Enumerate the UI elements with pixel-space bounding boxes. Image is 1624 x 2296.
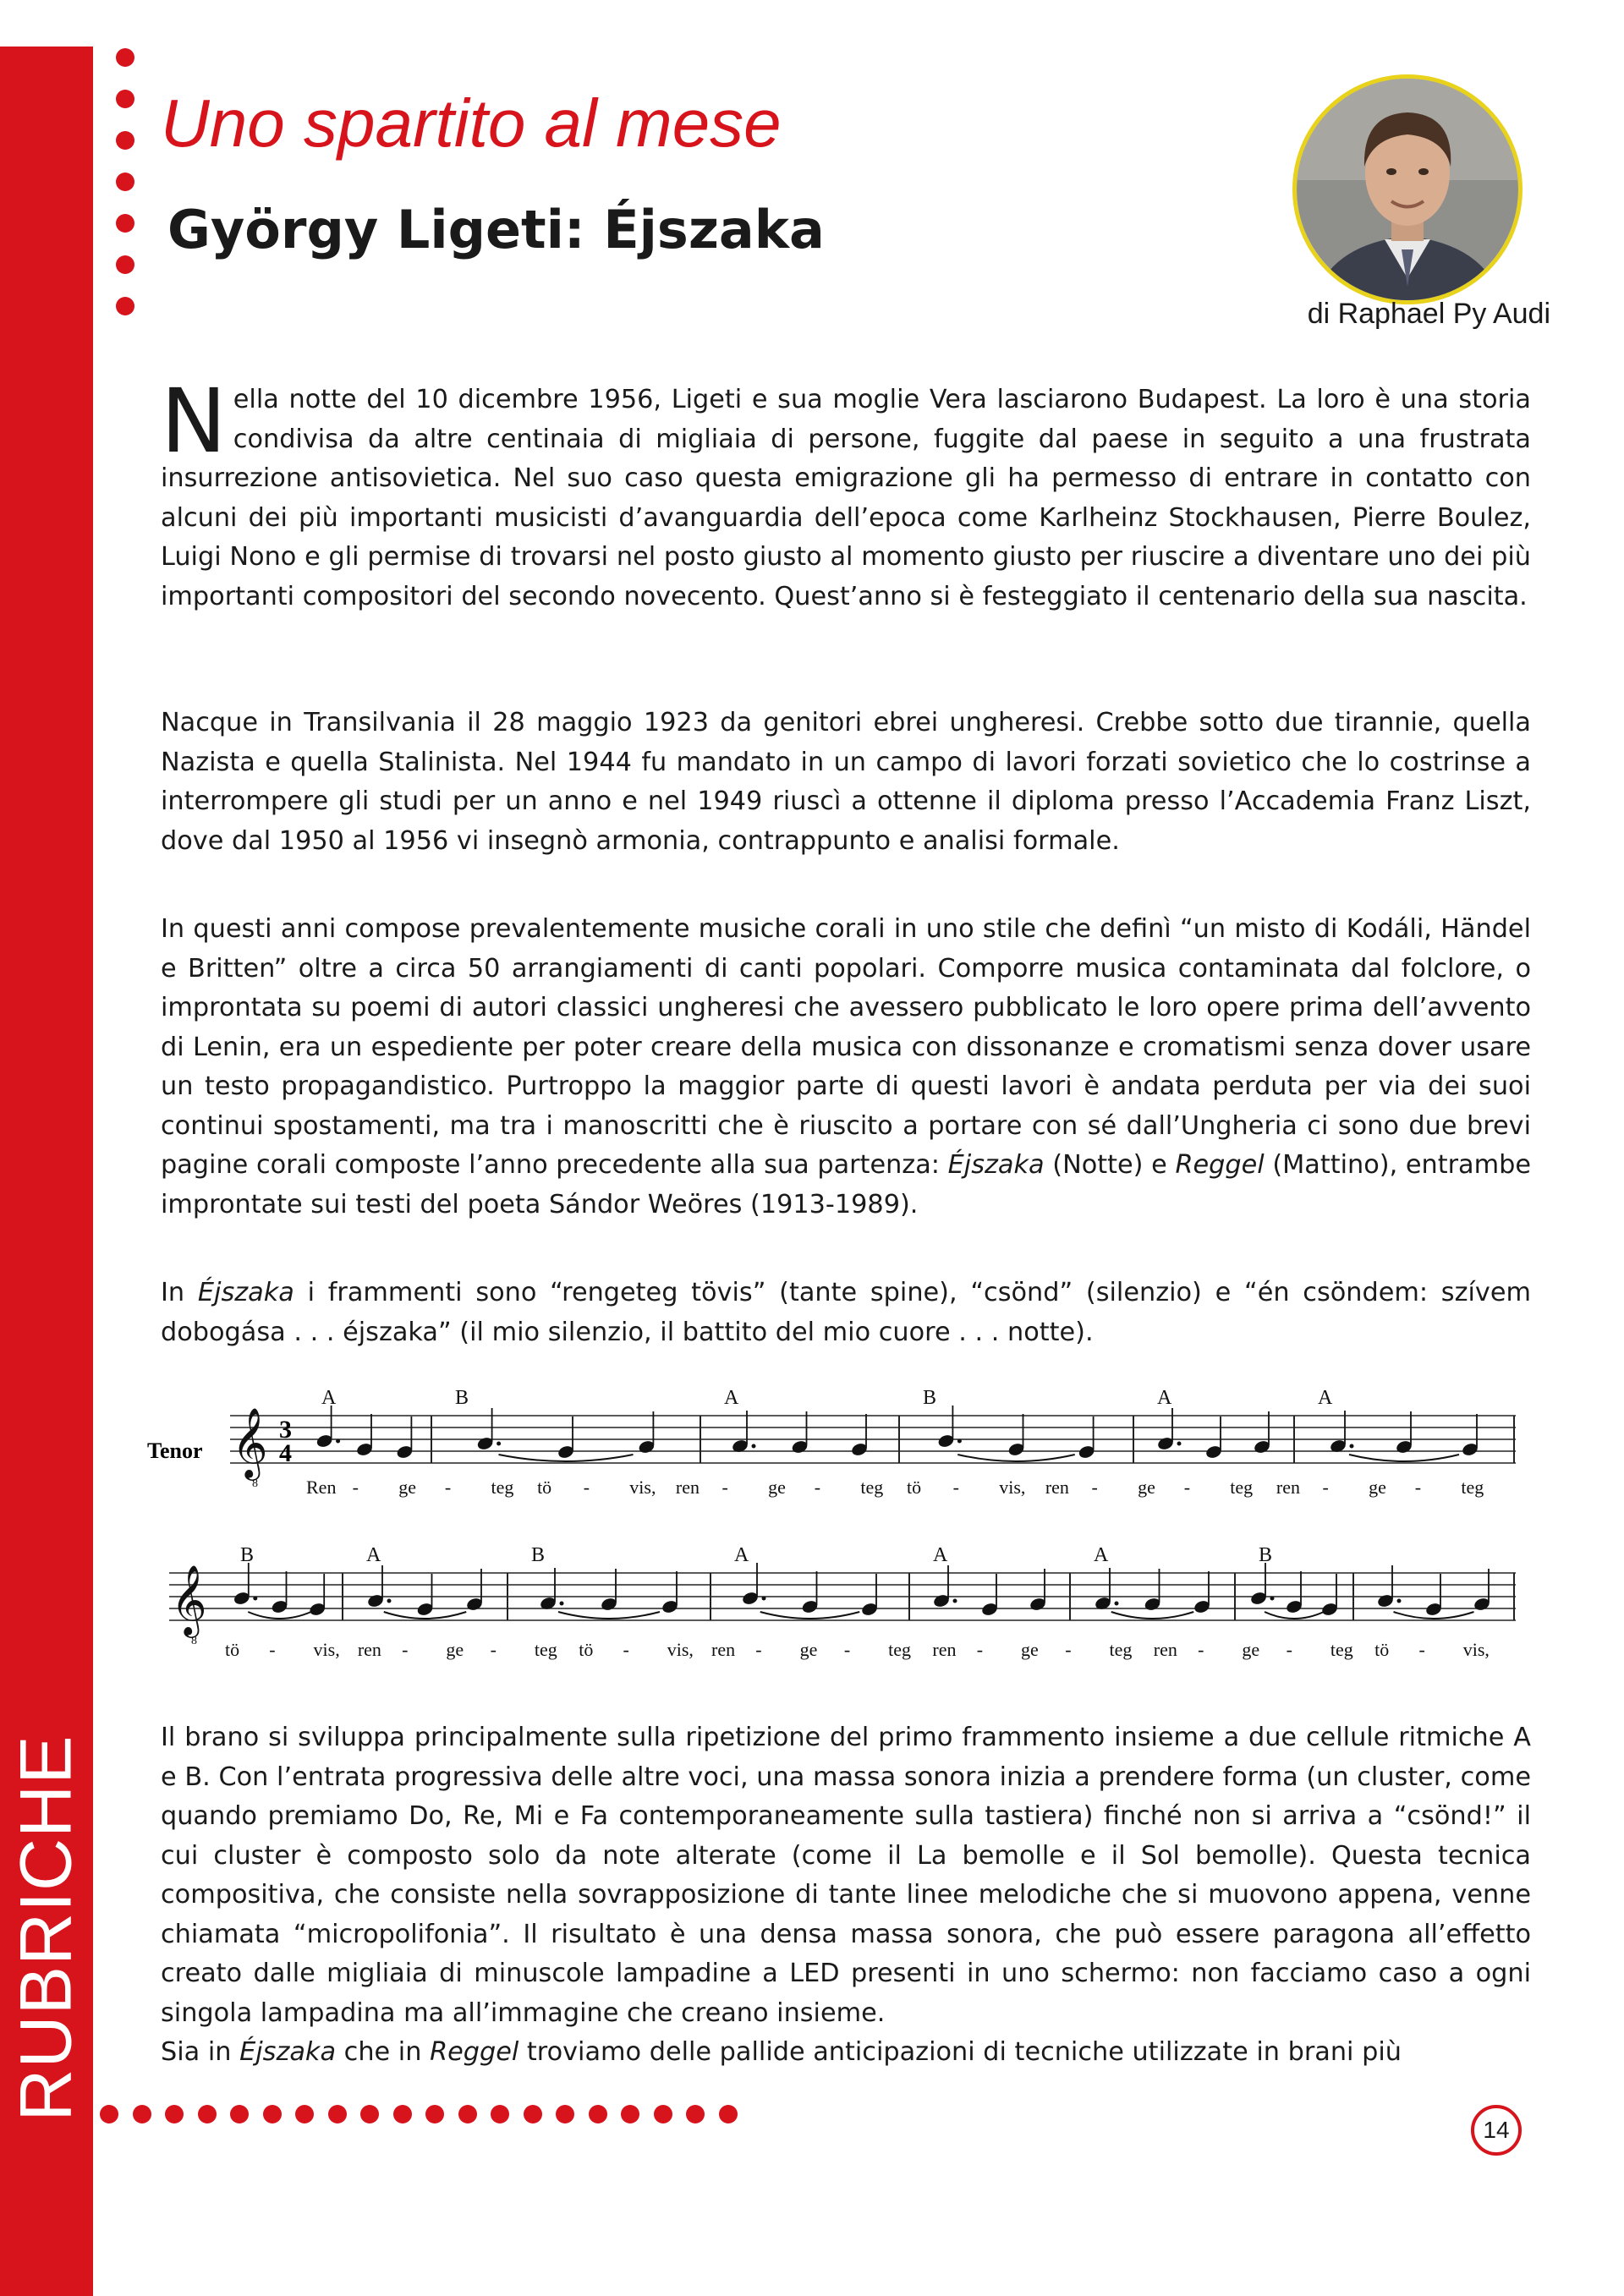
dot (116, 48, 134, 67)
work-title: Reggel (430, 2037, 519, 2067)
dot (116, 297, 134, 315)
lyric-syllable: vis, (1462, 1639, 1490, 1660)
lyric-syllable: Ren (306, 1477, 337, 1498)
paragraph-6 (161, 2033, 1531, 2073)
dot (654, 2105, 672, 2123)
tie (760, 1612, 860, 1619)
lyric-syllable: teg (491, 1477, 514, 1498)
note-dot (1177, 1442, 1182, 1446)
lyric-syllable: - (1418, 1639, 1425, 1660)
note-dot (497, 1442, 501, 1446)
lyric-syllable: ren (357, 1639, 381, 1660)
article-title: György Ligeti: Éjszaka (167, 199, 825, 260)
tie (558, 1612, 660, 1619)
lyric-syllable: teg (860, 1477, 884, 1498)
lyric-syllable: - (269, 1639, 276, 1660)
paragraph-text: che in (336, 2037, 431, 2067)
lyric-syllable: teg (1461, 1477, 1484, 1498)
rhythmic-cell-label: A (1318, 1387, 1333, 1409)
rhythmic-cell-label: B (531, 1544, 546, 1566)
tie (1265, 1612, 1324, 1619)
lyric-syllable: vis, (667, 1639, 694, 1660)
lyric-syllable: vis, (999, 1477, 1026, 1498)
dot (491, 2105, 509, 2123)
lyric-syllable: - (1322, 1477, 1329, 1498)
paragraph-4 (161, 1274, 1531, 1352)
lyric-syllable: teg (1109, 1639, 1133, 1660)
tie (1349, 1455, 1459, 1461)
rhythmic-cell-label: B (455, 1387, 469, 1409)
note-dot (387, 1599, 392, 1603)
drop-cap: N (161, 370, 227, 473)
lyric-syllable: - (721, 1477, 728, 1498)
dot (328, 2105, 347, 2123)
dot (295, 2105, 314, 2123)
section-label (0, 1708, 93, 2148)
lyric-syllable: ren (1045, 1477, 1069, 1498)
lyric-syllable: - (444, 1477, 452, 1498)
lyric-syllable: ge (1138, 1477, 1155, 1498)
dot (116, 173, 134, 191)
dot (621, 2105, 639, 2123)
note-dot (560, 1602, 564, 1606)
work-title: Reggel (1175, 1150, 1265, 1180)
paragraph-text: i frammenti sono “rengeteg tövis” (tante spine), “csönd” (silenzio) e “én csöndem: szívem dobogása . . . éjszaka” (il mio silenzio, il battito del mio cuore . . . notte). (161, 1278, 1531, 1347)
rhythmic-cell-label: A (366, 1544, 381, 1566)
paragraph-3 (161, 910, 1531, 1225)
work-title: Éjszaka (947, 1150, 1045, 1180)
paragraph-text: In questi anni compose prevalentemente musiche corali in uno stile che definì “un misto di Kodáli, Händel e Britten” oltre a circa 50 arrangiamenti di canti popolari. Comporre musica contaminata dal folclore, o improntata su poemi di autori classici ungheresi che avessero pubblicato le loro opere prima dell’avvento di Lenin, era un espediente per poter creare della musica con dissonanze e cromatismi senza dover usare un testo propagandistico. Purtroppo la maggior parte di questi lavori è andata perduta per via dei suoi continui spostamenti, ma tra i manoscritti che è riuscito a portare con sé dall’Ungheria ci sono due brevi pagine corali composte l’anno precedente alla sua partenza: (161, 914, 1531, 1180)
lyric-syllable: tö (1374, 1639, 1390, 1660)
instrument-label: Tenor (147, 1438, 203, 1463)
dot (133, 2105, 151, 2123)
lyric-syllable: tö (225, 1639, 240, 1660)
rhythmic-cell-label: A (734, 1544, 749, 1566)
lyric-syllable: ge (799, 1639, 818, 1660)
lyric-syllable: ge (446, 1639, 464, 1660)
dot (524, 2105, 542, 2123)
dot (263, 2105, 282, 2123)
lyric-syllable: tö (907, 1477, 922, 1498)
note-dot (1350, 1444, 1354, 1449)
section-label-text: RUBRICHE (5, 1734, 87, 2122)
dot (719, 2105, 738, 2123)
dot (589, 2105, 607, 2123)
tie (248, 1612, 311, 1619)
note-dot (752, 1444, 756, 1449)
lyric-syllable: vis, (629, 1477, 656, 1498)
dot (230, 2105, 249, 2123)
lyric-syllable: - (1183, 1477, 1191, 1498)
lyric-syllable: ren (1153, 1639, 1177, 1660)
lyric-syllable: ren (932, 1639, 957, 1660)
lyric-syllable: - (814, 1477, 821, 1498)
dot (425, 2105, 444, 2123)
author-portrait-icon (1297, 79, 1518, 300)
paragraph-text: troviamo delle pallide anticipazioni di tecniche utilizzate in brani più (518, 2037, 1402, 2067)
lyric-syllable: ren (711, 1639, 736, 1660)
octave-marker: 8 (191, 1635, 197, 1647)
rhythmic-cell-label: A (933, 1544, 948, 1566)
tie (1111, 1612, 1194, 1619)
dot (458, 2105, 477, 2123)
lyric-syllable: vis, (313, 1639, 340, 1660)
lyric-syllable: - (1065, 1639, 1072, 1660)
dot (116, 255, 134, 274)
dot (116, 214, 134, 233)
note-dot (762, 1597, 766, 1601)
lyric-syllable: - (843, 1639, 851, 1660)
note-dot (1397, 1599, 1402, 1603)
rhythmic-cell-label: B (240, 1544, 255, 1566)
lyric-syllable: - (755, 1639, 762, 1660)
lyric-syllable: - (490, 1639, 497, 1660)
page-number: 14 (1471, 2105, 1522, 2156)
lyric-syllable: - (952, 1477, 959, 1498)
rhythmic-cell-label: A (1094, 1544, 1109, 1566)
lyric-syllable: ge (1020, 1639, 1039, 1660)
treble-clef: 𝄞 (171, 1564, 207, 1635)
lyric-syllable: ge (1369, 1477, 1386, 1498)
paragraph-text: (Mattino), entrambe improntate sui testi del poeta Sándor Weöres (1913-1989). (161, 1150, 1532, 1219)
dot (100, 2105, 118, 2123)
dot (116, 90, 134, 108)
dot (165, 2105, 184, 2123)
lyric-syllable: - (1286, 1639, 1292, 1660)
paragraph-5: Il brano si sviluppa principalmente sulla ripetizione del primo frammento insieme a due cellule ritmiche A e B. Con l’entrata progressiva delle altre voci, una massa sonora inizia a prendere forma (un cluster, come quando premiamo Do, Re, Mi e Fa contemporaneamente sulla tastiera) finché non si arriva a “csönd!” il cui cluster è composto solo da note alterate (come il La bemolle e il Sol bemolle). Questa tecnica compositiva, che consiste nella sovrapposizione di tante linee melodiche che si muovono appena, venne chiamata “micropolifonia”. Il risultato è una densa massa sonora, che può essere paragona all’effetto creato dalle migliaia di minuscole lampadine a LED presenti in uno schermo: non facciamo caso a ogni singola lampadina ma all’immagine che creano insieme. (161, 1723, 1531, 2028)
lyric-syllable: - (1198, 1639, 1204, 1660)
lyric-syllable: teg (534, 1639, 557, 1660)
lyric-syllable: ge (1242, 1639, 1260, 1660)
lyric-syllable: tö (579, 1639, 594, 1660)
lyric-syllable: ge (768, 1477, 786, 1498)
lyric-syllable: - (583, 1477, 590, 1498)
treble-clef: 𝄞 (232, 1406, 268, 1477)
lyric-syllable: - (623, 1639, 629, 1660)
rhythmic-cell-label: A (724, 1387, 739, 1409)
rhythmic-cell-label: B (923, 1387, 937, 1409)
note-dot (253, 1597, 257, 1601)
paragraph-text: (Notte) e (1044, 1150, 1176, 1180)
author-avatar (1292, 74, 1522, 304)
dot (360, 2105, 379, 2123)
lyric-syllable: - (402, 1639, 409, 1660)
rhythmic-cell-label: A (1157, 1387, 1172, 1409)
score-figure (135, 1380, 1522, 1686)
rhythmic-cell-label: B (1259, 1544, 1273, 1566)
dot (556, 2105, 574, 2123)
note-dot (1115, 1602, 1119, 1606)
lyric-syllable: - (352, 1477, 359, 1498)
note-dot (957, 1439, 962, 1444)
lyric-syllable: teg (888, 1639, 912, 1660)
lyric-syllable: teg (1230, 1477, 1254, 1498)
lyric-syllable: ren (675, 1477, 700, 1498)
paragraph-text: In (161, 1278, 198, 1307)
music-score (135, 1380, 1522, 1686)
lyric-syllable: teg (1330, 1639, 1353, 1660)
lyric-syllable: tö (537, 1477, 552, 1498)
work-title: Éjszaka (239, 2037, 337, 2067)
work-title: Éjszaka (197, 1278, 294, 1307)
dot (686, 2105, 705, 2123)
note-dot (336, 1439, 340, 1444)
lyric-syllable: ge (398, 1477, 416, 1498)
column-kicker: Uno spartito al mese (161, 85, 782, 161)
time-signature-denominator: 4 (279, 1439, 292, 1467)
lyric-syllable: - (976, 1639, 984, 1660)
note-dot (1270, 1597, 1275, 1601)
lyric-syllable: - (1091, 1477, 1098, 1498)
note-dot (953, 1599, 957, 1603)
paragraph-text: ella notte del 10 dicembre 1956, Ligeti e sua moglie Vera lasciarono Budapest. La loro è una storia condivisa da altre centinaia di migliaia di persone, fuggite dal paese in seguito a una frustrata insurrezione antisovietica. Nel suo caso questa emigrazione gli ha permesso di entrare in contatto con alcuni dei più importanti musicisti d’avanguardia dell’epoca come Karlheinz Stockhausen, Pierre Boulez, Luigi Nono e gli permise di trovarsi nel posto giusto al momento giusto per riuscire a diventare uno dei più importanti compositori del secondo novecento. Quest’anno si è festeggiato il centenario della sua nascita. (161, 385, 1531, 611)
paragraph-1 (161, 370, 1531, 616)
score-notation (169, 1387, 1516, 1660)
dot (198, 2105, 217, 2123)
time-signature-numerator: 3 (279, 1416, 292, 1444)
lyric-syllable: ren (1276, 1477, 1301, 1498)
paragraph-text: Sia in (161, 2037, 240, 2067)
tie (957, 1455, 1075, 1461)
octave-marker: 8 (252, 1477, 258, 1490)
rhythmic-cell-label: A (321, 1387, 337, 1409)
lyric-syllable: - (1414, 1477, 1422, 1498)
dot (116, 131, 134, 150)
dot (393, 2105, 412, 2123)
byline: di Raphael Py Audi (1307, 298, 1550, 330)
paragraph-2: Nacque in Transilvania il 28 maggio 1923 da genitori ebrei ungheresi. Crebbe sotto due tirannie, quella Nazista e quella Stalinista. Nel 1944 fu mandato in un campo di lavori forzati sovietico che lo costrinse a interrompere gli studi per un anno e nel 1949 riuscì a ottenne il diploma presso l’Accademia Franz Liszt, dove dal 1950 al 1956 vi insegnò armonia, contrappunto e analisi formale. (161, 708, 1531, 856)
